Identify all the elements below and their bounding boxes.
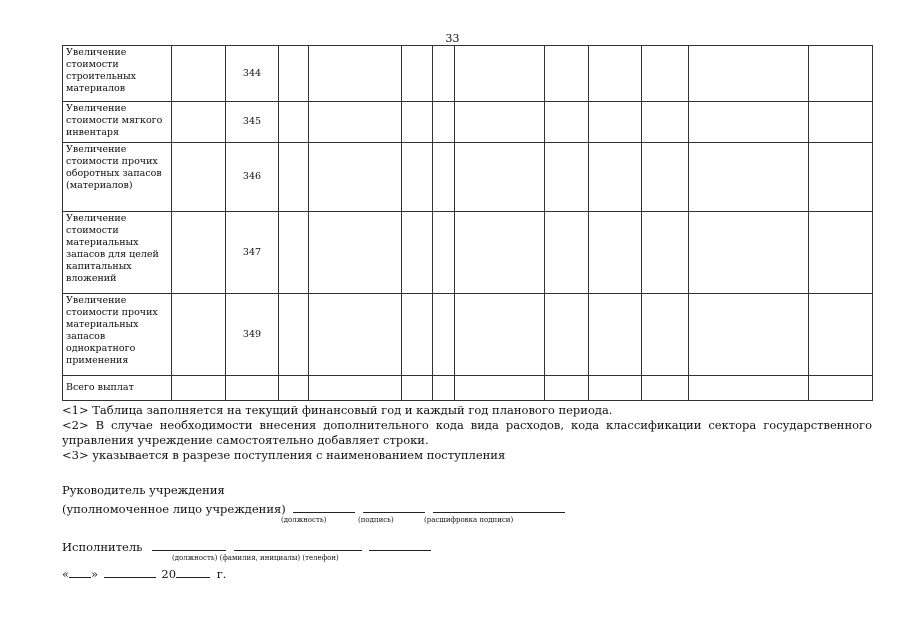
page-number: 33 xyxy=(445,32,460,45)
row-label: Увеличение стоимости материальных запасов для целей капитальных вложений xyxy=(63,212,172,294)
footnote-1: <1> Таблица заполняется на текущий финансовый год и каждый год планового периода. xyxy=(62,403,613,417)
table-row xyxy=(63,212,873,294)
caption-decoding: (расшифровка подписи) xyxy=(424,516,514,524)
table-row xyxy=(63,143,873,212)
caption-position: (должность) xyxy=(281,516,327,524)
executor-phone-line xyxy=(369,538,431,551)
head-title: Руководитель учреждения xyxy=(62,483,225,497)
date-close-quote: » xyxy=(91,567,99,581)
footnotes xyxy=(62,403,872,463)
executor-row xyxy=(62,538,431,554)
row-label: Увеличение стоимости мягкого инвентаря xyxy=(63,102,172,143)
year-prefix: 20 xyxy=(161,567,177,581)
row-code: 345 xyxy=(226,102,279,143)
executor-name-line xyxy=(234,538,362,551)
table-row xyxy=(63,294,873,376)
head-subtitle: (уполномоченное лицо учреждения) xyxy=(62,502,286,516)
executor-label: Исполнитель xyxy=(62,540,143,554)
footnote-3: <3> указывается в разрезе поступления с наименованием поступления xyxy=(62,448,506,462)
row-code: 347 xyxy=(226,212,279,294)
table-row-total xyxy=(63,376,873,401)
executor-position-line xyxy=(152,538,226,551)
row-code xyxy=(226,376,279,401)
row-label: Всего выплат xyxy=(63,376,172,401)
footnote-2: <2> В случае необходимости внесения дополнительного кода вида расходов, кода классификации сектора государственного управления учреждение самостоятельно добавляет строки. xyxy=(62,418,872,447)
row-code: 346 xyxy=(226,143,279,212)
year-line xyxy=(176,565,210,578)
position-line xyxy=(293,500,355,513)
decoding-line xyxy=(433,500,565,513)
date-open-quote: « xyxy=(62,567,70,581)
row-label: Увеличение стоимости строительных материалов xyxy=(63,46,172,102)
day-line xyxy=(69,565,91,578)
row-code: 344 xyxy=(226,46,279,102)
caption-signature: (подпись) xyxy=(358,516,394,524)
signature-line xyxy=(363,500,425,513)
month-line xyxy=(104,565,156,578)
row-label: Увеличение стоимости прочих материальных запасов однократного применения xyxy=(63,294,172,376)
row-code: 349 xyxy=(226,294,279,376)
table-row xyxy=(63,46,873,102)
executor-captions: (должность) (фамилия, инициалы) (телефон) xyxy=(172,554,339,562)
year-suffix: г. xyxy=(216,567,227,581)
row-label: Увеличение стоимости прочих оборотных запасов (материалов) xyxy=(63,143,172,212)
head-subtitle-row xyxy=(62,500,565,516)
budget-table xyxy=(62,45,873,401)
date-row xyxy=(62,565,226,581)
table-row xyxy=(63,102,873,143)
